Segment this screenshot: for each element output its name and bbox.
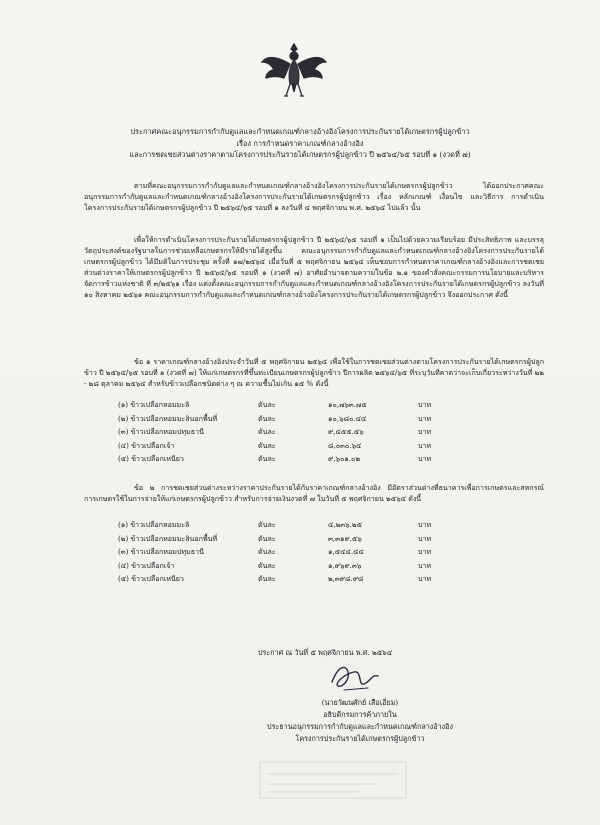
table-row <box>118 545 458 559</box>
compensation-value: ๑,๙๖๙.๓๖ <box>328 560 362 570</box>
unit-label: ตันละ <box>258 440 276 450</box>
unit-label: ตันละ <box>258 520 276 529</box>
rice-type: (๓) ข้าวเปลือกหอมปทุมธานี <box>118 547 204 556</box>
currency-label: บาท <box>418 574 432 583</box>
garuda-emblem-icon <box>258 40 330 104</box>
paragraph-2 <box>84 234 544 300</box>
currency-label: บาท <box>418 400 432 409</box>
unit-label: ตันละ <box>258 427 276 436</box>
price-table-2 <box>118 518 458 586</box>
header-line-3: และการชดเชยส่วนต่างราคาตามโครงการประกันรายได้เกษตรกรผู้ปลูกข้าว ปี ๒๕๖๔/๖๕ รอบที่ ๑ (งวดที่ ๗) <box>129 150 471 159</box>
signer-title: อธิบดีกรมการค้าภายใน <box>323 710 397 719</box>
currency-label: บาท <box>418 440 432 450</box>
price-value: ๑๐,๖๘๐.๔๔ <box>328 413 367 423</box>
currency-label: บาท <box>418 454 432 463</box>
unit-label: ตันละ <box>258 413 276 423</box>
rice-type: (๓) ข้าวเปลือกหอมปทุมธานี <box>118 427 204 436</box>
table-row <box>118 572 458 586</box>
document-header <box>60 126 540 161</box>
signer-role-2: โครงการประกันรายได้เกษตรกรผู้ปลูกข้าว <box>295 734 425 743</box>
paragraph-3-text: ข้อ ๑ ราคาเกณฑ์กลางอ้างอิงประจำวันที่ ๕ พฤศจิกายน ๒๕๖๔ เพื่อใช้ในการชดเชยส่วนต่างตามโครงการประกันรายได้เกษตรกรผู้ปลูกข้าว ปี ๒๕๖๔/๖๕ รอบที่ ๑ (งวดที่ ๗) ให้แก่เกษตรกรที่ขึ้นทะเบียนเกษตรกรผู้ปลูกข้าว ปีการผลิต ๒๕๖๔/๖๕ ที่ระบุวันที่คาดว่าจะเก็บเกี่ยวระหว่างวันที่ ๒๒ - ๒๘ ตุลาคม ๒๕๖๔ สำหรับข้าวเปลือกชนิดต่าง ๆ ณ ความชื้นไม่เกิน ๑๕ % ดังนี้ <box>84 357 544 388</box>
rice-type: (๕) ข้าวเปลือกเหนียว <box>118 574 184 583</box>
signature-icon <box>324 660 384 694</box>
rice-type: (๒) ข้าวเปลือกหอมมะลินอกพื้นที่ <box>118 533 218 543</box>
paragraph-4-text: ข้อ ๒ การชดเชยส่วนต่างระหว่างราคาประกันรายได้กับราคาเกณฑ์กลางอ้างอิง มีอัตราส่วนต่างที่ธนาคารเพื่อการเกษตรและสหกรณ์การเกษตรใช้ในการจ่ายให้แก่เกษตรกรผู้ปลูกข้าว สำหรับการจ่ายเงินงวดที่ ๗ ในวันที่ ๕ พฤศจิกายน ๒๕๖๔ ดังนี้ <box>84 483 544 503</box>
unit-label: ตันละ <box>258 533 276 543</box>
table-row <box>118 398 458 412</box>
announcement-date: ประกาศ ณ วันที่ ๕ พฤศจิกายน พ.ศ. ๒๕๖๔ <box>258 648 393 657</box>
paragraph-1-text: ตามที่คณะอนุกรรมการกำกับดูแลและกำหนดเกณฑ์กลางอ้างอิงโครงการประกันรายได้เกษตรกรผู้ปลูกข้าว ได้ออกประกาศคณะอนุกรรมการกำกับดูแลและกำหนดเกณฑ์กลางอ้างอิงโครงการประกันรายได้เกษตรกรผู้ปลูกข้าว เรื่อง หลักเกณฑ์ เงื่อนไข และวิธีการ การดำเนินโครงการประกันรายได้เกษตรกรผู้ปลูกข้าว ปี ๒๕๖๔/๖๕ รอบที่ ๑ ลงวันที่ ๔ พฤศจิกายน พ.ศ. ๒๕๖๔ ไปแล้ว นั้น <box>84 181 544 212</box>
signer-role-1: ประธานอนุกรรมการกำกับดูแลและกำหนดเกณฑ์กลางอ้างอิง <box>267 722 453 731</box>
unit-label: ตันละ <box>258 400 276 409</box>
currency-label: บาท <box>418 560 432 570</box>
price-value: ๙,๖๐๑.๐๒ <box>328 454 361 463</box>
table-row <box>118 412 458 426</box>
currency-label: บาท <box>418 547 432 556</box>
price-table-1 <box>118 398 458 466</box>
compensation-value: ๓,๓๑๙.๕๖ <box>328 533 362 543</box>
paragraph-3 <box>84 356 544 389</box>
unit-label: ตันละ <box>258 454 276 463</box>
table-row <box>118 518 458 532</box>
rice-type: (๕) ข้าวเปลือกเหนียว <box>118 454 184 463</box>
table-row <box>118 425 458 439</box>
table-row <box>118 439 458 453</box>
currency-label: บาท <box>418 533 432 543</box>
table-row <box>118 452 458 466</box>
rice-type: (๑) ข้าวเปลือกหอมมะลิ <box>118 400 190 409</box>
rice-type: (๒) ข้าวเปลือกหอมมะลินอกพื้นที่ <box>118 413 218 423</box>
table-row <box>118 559 458 573</box>
unit-label: ตันละ <box>258 574 276 583</box>
paragraph-2-text: เพื่อให้การดำเนินโครงการประกันรายได้เกษตรกรผู้ปลูกข้าว ปี ๒๕๖๔/๖๕ รอบที่ ๑ เป็นไปด้วยความเรียบร้อย มีประสิทธิภาพ และบรรลุวัตถุประสงค์ของรัฐบาลในการช่วยเหลือเกษตรกรให้มีรายได้สูงขึ้น คณะอนุกรรมการกำกับดูแลและกำหนดเกณฑ์กลางอ้างอิงโครงการประกันรายได้เกษตรกรผู้ปลูกข้าว ได้มีมติในการประชุม ครั้งที่ ๑๗/๒๕๖๔ เมื่อวันที่ ๕ พฤศจิกายน ๒๕๖๔ เห็นชอบการกำหนดราคาเกณฑ์กลางอ้างอิงและการชดเชยส่วนต่างราคาให้เกษตรกรผู้ปลูกข้าว ปี ๒๕๖๔/๖๕ รอบที่ ๑ (งวดที่ ๗) อาศัยอำนาจตามความในข้อ ๒.๑ ของคำสั่งคณะกรรมการนโยบายและบริหารจัดการข้าวแห่งชาติ ที่ ๓/๒๕๖๑ เรื่อง แต่งตั้งคณะอนุกรรมการกำกับดูแลและกำหนดเกณฑ์กลางอ้างอิงโครงการประกันรายได้เกษตรกรผู้ปลูกข้าว ลงวันที่ ๑๐ สิงหาคม ๒๕๖๑ คณะอนุกรรมการกำกับดูแลและกำหนดเกณฑ์กลางอ้างอิงโครงการประกันรายได้เกษตรกรผู้ปลูกข้าว จึงออกประกาศ ดังนี้ <box>84 235 544 299</box>
signature-block <box>190 697 530 745</box>
price-value: ๙,๔๕๕.๕๖ <box>328 427 364 436</box>
compensation-value: ๒,๓๙๘.๙๘ <box>328 574 364 583</box>
rice-type: (๑) ข้าวเปลือกหอมมะลิ <box>118 520 190 529</box>
currency-label: บาท <box>418 413 432 423</box>
unit-label: ตันละ <box>258 547 276 556</box>
unit-label: ตันละ <box>258 560 276 570</box>
rice-type: (๔) ข้าวเปลือกเจ้า <box>118 560 175 570</box>
currency-label: บาท <box>418 520 432 529</box>
currency-label: บาท <box>418 427 432 436</box>
rice-type: (๔) ข้าวเปลือกเจ้า <box>118 440 175 450</box>
compensation-value: ๔,๒๓๖.๒๕ <box>328 520 362 529</box>
paragraph-4 <box>84 482 544 504</box>
table-row <box>118 532 458 546</box>
faint-stamp-mark <box>258 760 408 800</box>
price-value: ๑๐,๗๖๓.๗๕ <box>328 400 367 409</box>
compensation-value: ๑,๕๔๔.๔๔ <box>328 547 364 556</box>
signer-name: (นายวัฒนศักย์ เสือเอี่ยม) <box>321 698 399 707</box>
header-line-2: เรื่อง การกำหนดราคาเกณฑ์กลางอ้างอิง <box>236 138 364 148</box>
paragraph-1 <box>84 180 544 213</box>
price-value: ๘,๐๓๐.๖๔ <box>328 440 362 450</box>
header-line-1: ประกาศคณะอนุกรรมการกำกับดูแลและกำหนดเกณฑ์กลางอ้างอิงโครงการประกันรายได้เกษตรกรผู้ปลูกข้าว <box>130 127 470 136</box>
